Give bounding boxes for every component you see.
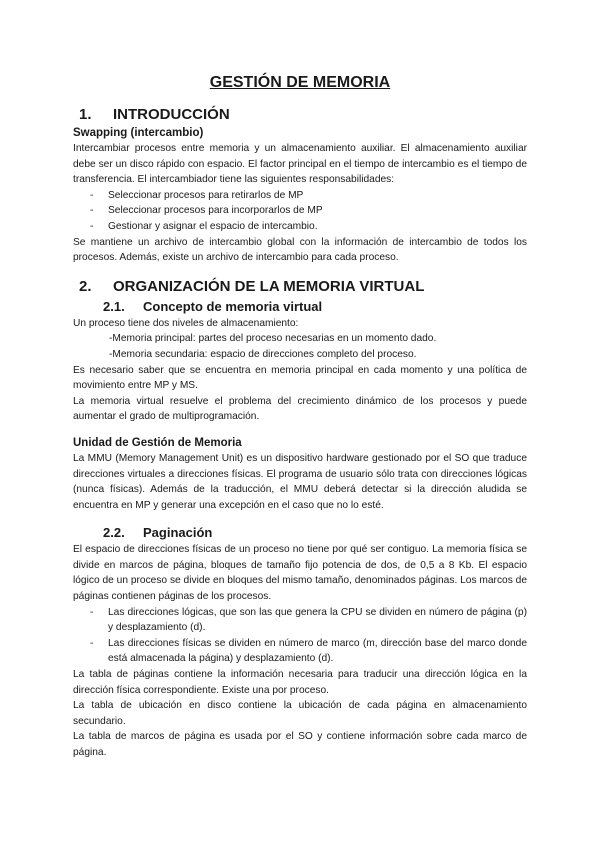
dash-bullet: - — [90, 606, 94, 618]
dash-bullet: - — [90, 189, 94, 201]
subsection-2-2-heading — [103, 525, 527, 540]
page-title: GESTIÓN DE MEMORIA — [209, 74, 391, 91]
paragraph: La tabla de ubicación en disco contiene la ubicación de cada página en almacenamiento secundario. — [73, 700, 527, 727]
indented-line: -Memoria principal: partes del proceso necesarias en un momento dado. — [109, 333, 437, 345]
list-item: - Gestionar y asignar el espacio de intercambio. — [73, 219, 527, 235]
section-number: 2. — [79, 277, 92, 295]
dash-bullet: - — [90, 637, 94, 649]
subsection-title: Concepto de memoria virtual — [143, 298, 323, 314]
document-page — [73, 70, 527, 761]
list-item: - Seleccionar procesos para incorporarlos de MP — [73, 203, 527, 219]
paragraph: La tabla de páginas contiene la información necesaria para traducir una dirección lógica en la dirección física correspondiente. Existe una por proceso. — [73, 669, 527, 696]
list-item: - Las direcciones físicas se dividen en número de marco (m, dirección base del marco donde está almacenada la página) y desplazamiento (d). — [90, 637, 527, 665]
subsection-2-1-heading — [103, 299, 527, 314]
subsection-number: 2.1. — [103, 298, 125, 314]
dash-bullet: - — [90, 220, 94, 232]
section-2-heading — [73, 278, 527, 295]
subsection-title: Paginación — [143, 525, 213, 541]
paragraph: El espacio de direcciones físicas de un proceso no tiene por qué ser contiguo. La memoria física se divide en marcos de página, bloques de tamaño fijo potencia de dos, de 0,5 a 8 Kb. El espacio lógico de un proceso se divide en bloques del mismo tamaño, denominados páginas. Los marcos de páginas contienen páginas de los procesos. — [73, 544, 527, 603]
subheading-swapping: Swapping (intercambio) — [73, 127, 204, 139]
subheading-mmu: Unidad de Gestión de Memoria — [73, 436, 242, 449]
paragraph: Es necesario saber que se encuentra en memoria principal en cada momento y una política de movimiento entre MP y MS. — [73, 364, 527, 392]
list-item: - Seleccionar procesos para retirarlos de MP — [73, 188, 527, 204]
paragraph: Se mantiene un archivo de intercambio global con la información de intercambio de todos los procesos. Además, existe un archivo de intercambio para cada proceso. — [73, 236, 527, 264]
paragraph: Intercambiar procesos entre memoria y un almacenamiento auxiliar. El almacenamiento auxiliar debe ser un disco rápido con espacio. El factor principal en el tiempo de intercambio es el tiempo de transferencia. El intercambiador tiene las siguientes responsabilidades: — [73, 143, 527, 186]
paragraph: La memoria virtual resuelve el problema del crecimiento dinámico de los procesos y puede aumentar el grado de multiprogramación. — [73, 395, 527, 423]
paragraph: La tabla de marcos de página es usada por el SO y contiene información sobre cada marco de página. — [73, 731, 527, 758]
address-list — [73, 605, 527, 667]
indented-line: -Memoria secundaria: espacio de direcciones completo del proceso. — [109, 348, 417, 360]
paragraph: La MMU (Memory Management Unit) es un dispositivo hardware gestionado por el SO que traduce direcciones virtuales a direcciones físicas. El programa de usuario sólo trata con direcciones lógicas (nunca físicas). Además de la traducción, el MMU deberá detectar si la dirección aludida se encuentra en MP y generar una excepción en el caso que no lo esté. — [73, 452, 527, 511]
section-1-heading — [73, 106, 527, 123]
subsection-number: 2.2. — [103, 525, 125, 541]
section-title: INTRODUCCIÓN — [113, 106, 230, 123]
section-title: ORGANIZACIÓN DE LA MEMORIA VIRTUAL — [113, 277, 425, 295]
section-number: 1. — [79, 106, 92, 123]
paragraph: Un proceso tiene dos niveles de almacenamiento: — [73, 317, 299, 329]
dash-bullet: - — [90, 205, 94, 217]
responsibilities-list — [73, 188, 527, 235]
list-item: - Las direcciones lógicas, que son las que genera la CPU se dividen en número de página (p) y desplazamiento (d). — [90, 606, 527, 634]
